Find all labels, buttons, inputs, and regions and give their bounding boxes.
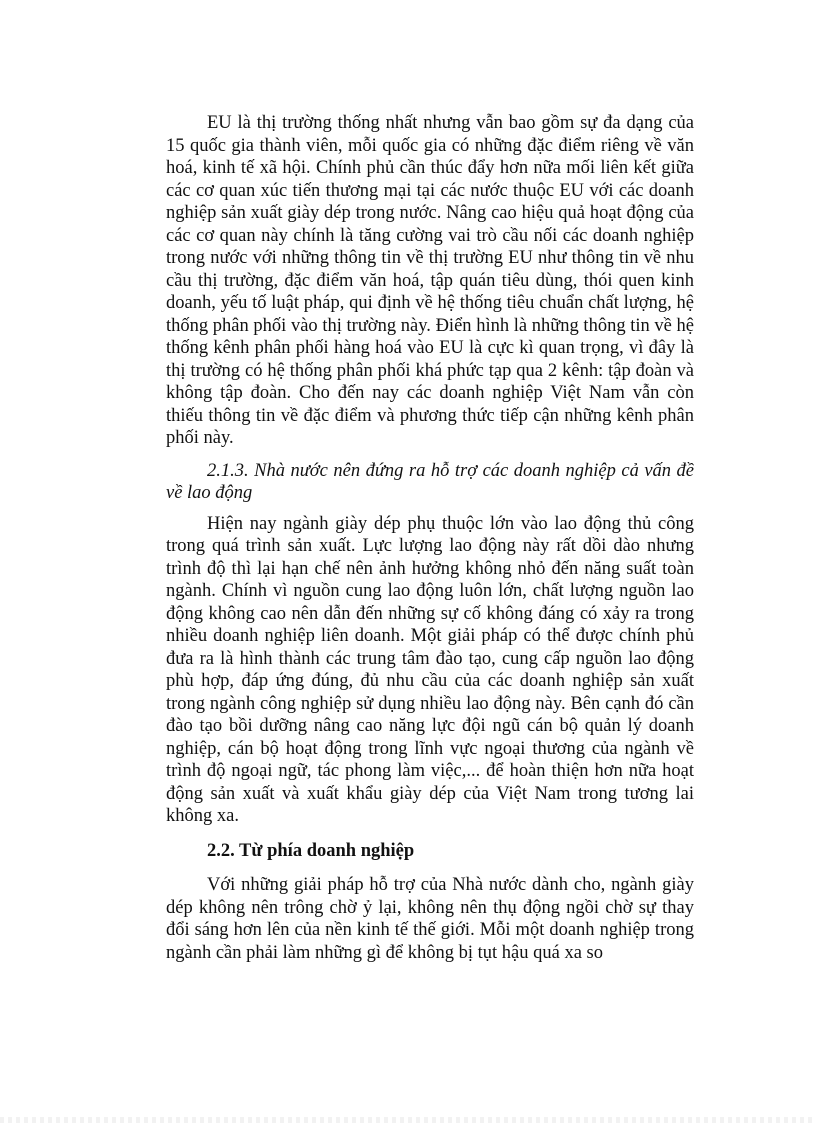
section-heading-2-1-3: 2.1.3. Nhà nước nên đứng ra hỗ trợ các doanh nghiệp cả vấn đề về lao động (166, 460, 694, 503)
page-bottom-edge (0, 1117, 816, 1123)
spacer (166, 862, 694, 874)
spacer (166, 828, 694, 840)
paragraph-labor: Hiện nay ngành giày dép phụ thuộc lớn vào lao động thủ công trong quá trình sản xuất. Lực lượng lao động này rất dồi dào nhưng trình độ thì lại hạn chế nên ảnh hưởng không nhỏ đến năng suất toàn ngành. Chính vì nguồn cung lao động luôn lớn, chất lượng nguồn lao động không cao nên dẫn đến những sự cố không đáng có xảy ra trong nhiều doanh nghiệp liên doanh. Một giải pháp có thể được chính phủ đưa ra là hình thành các trung tâm đào tạo, cung cấp nguồn lao động phù hợp, đáp ứng đúng, đủ nhu cầu của các doanh nghiệp sản xuất trong ngành công nghiệp sử dụng nhiều lao động này. Bên cạnh đó cần đào tạo bồi dưỡng nâng cao năng lực đội ngũ cán bộ quản lý doanh nghiệp, cán bộ hoạt động trong lĩnh vực ngoại thương của ngành về trình độ ngoại ngữ, tác phong làm việc,... để hoàn thiện hơn nữa hoạt động sản xuất và xuất khẩu giày dép của Việt Nam trong tương lai không xa. (166, 513, 694, 826)
spacer (166, 450, 694, 458)
paragraph-enterprise: Với những giải pháp hỗ trợ của Nhà nước dành cho, ngành giày dép không nên trông chờ ỷ lại, không nên thụ động ngồi chờ sự thay đổi sáng hơn lên của nền kinh tế thế giới. Mỗi một doanh nghiệp trong ngành cần phải làm những gì để không bị tụt hậu quá xa so (166, 875, 694, 963)
spacer (166, 505, 694, 513)
section-heading-2-2: 2.2. Từ phía doanh nghiệp (207, 840, 415, 861)
document-body (166, 112, 694, 964)
paragraph-eu-market: EU là thị trường thống nhất nhưng vẫn bao gồm sự đa dạng của 15 quốc gia thành viên, mỗi quốc gia có những đặc điểm riêng về văn hoá, kinh tế xã hội. Chính phủ cần thúc đẩy hơn nữa mối liên kết giữa các cơ quan xúc tiến thương mại tại các nước thuộc EU với các doanh nghiệp sản xuất giày dép trong nước. Nâng cao hiệu quả hoạt động của các cơ quan này chính là tăng cường vai trò cầu nối các doanh nghiệp trong nước với những thông tin về thị trường EU như thông tin về nhu cầu thị trường, đặc điểm văn hoá, tập quán tiêu dùng, thói quen kinh doanh, yếu tố luật pháp, qui định về hệ thống tiêu chuẩn chất lượng, hệ thống phân phối vào thị trường này. Điển hình là những thông tin về hệ thống kênh phân phối hàng hoá vào EU là cực kì quan trọng, vì đây là thị trường có hệ thống phân phối khá phức tạp qua 2 kênh: tập đoàn và không tập đoàn. Cho đến nay các doanh nghiệp Việt Nam vẫn còn thiếu thông tin về đặc điểm và phương thức tiếp cận những kênh phân phối này. (166, 113, 694, 448)
